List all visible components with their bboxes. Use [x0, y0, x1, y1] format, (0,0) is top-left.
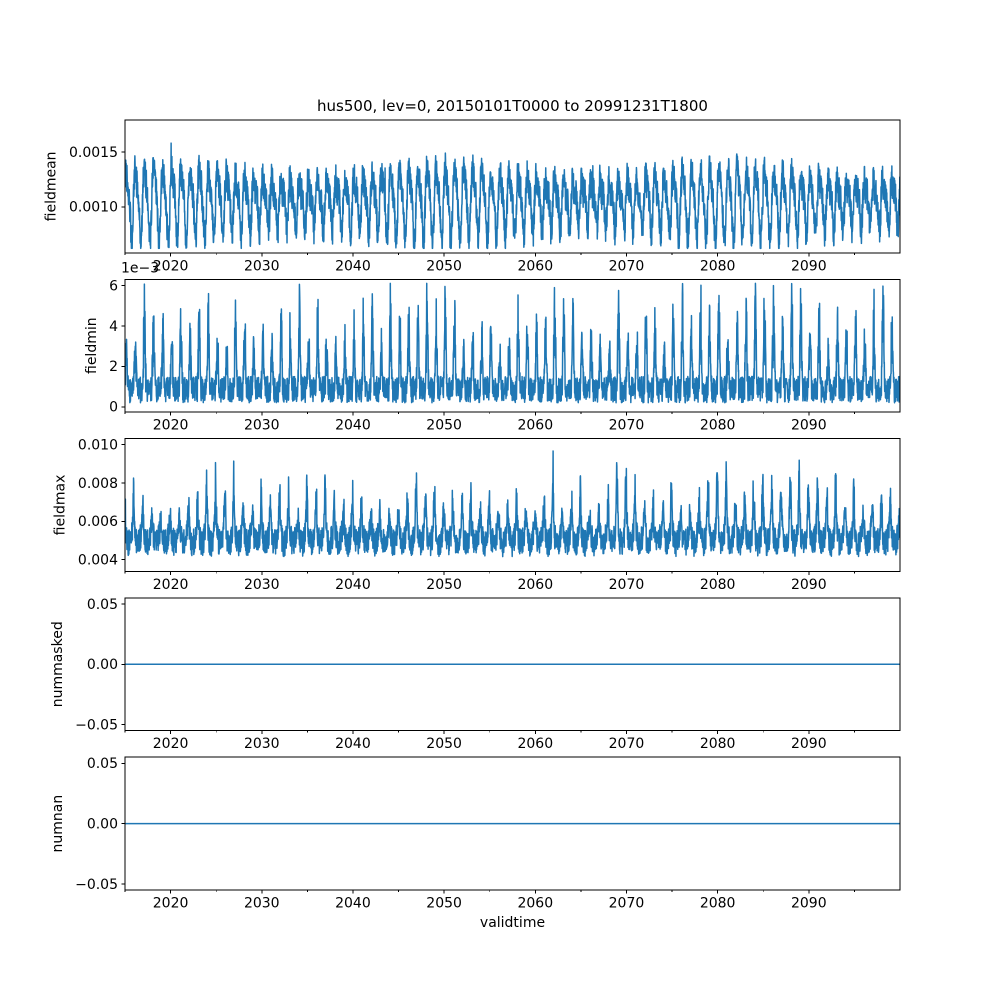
- x-tick-label: 2080: [699, 258, 736, 275]
- x-tick-label: 2020: [152, 417, 189, 434]
- x-tick-label: 2090: [790, 258, 827, 275]
- x-tick-label: 2070: [608, 736, 645, 753]
- y-tick-label: 0.0010: [69, 199, 118, 216]
- y-tick-label: 0.010: [77, 437, 118, 454]
- x-tick-label: 2060: [517, 258, 554, 275]
- y-tick-label: −0.05: [75, 876, 118, 893]
- x-tick-label: 2050: [426, 417, 462, 434]
- x-tick-label: 2040: [335, 258, 371, 275]
- x-tick-label: 2050: [426, 736, 462, 753]
- y-axis-label: numnan: [49, 794, 66, 853]
- x-tick-label: 2080: [699, 417, 736, 434]
- x-tick-label: 2050: [426, 576, 462, 593]
- chart-title: hus500, lev=0, 20150101T0000 to 20991231T1800: [317, 97, 708, 115]
- x-tick-label: 2090: [790, 895, 827, 912]
- x-tick-label: 2020: [152, 576, 189, 593]
- y-tick-label: 0.004: [77, 552, 118, 569]
- x-tick-label: 2020: [152, 258, 189, 275]
- x-tick-label: 2050: [426, 895, 462, 912]
- y-tick-label: 0.0015: [69, 144, 118, 161]
- x-tick-label: 2070: [608, 895, 645, 912]
- y-tick-label: 0: [109, 399, 118, 416]
- x-tick-label: 2090: [790, 417, 827, 434]
- x-tick-label: 2040: [335, 417, 371, 434]
- y-tick-label: 0.00: [86, 816, 118, 833]
- x-tick-label: 2080: [699, 736, 736, 753]
- x-tick-label: 2090: [790, 736, 827, 753]
- x-tick-label: 2070: [608, 576, 645, 593]
- x-tick-label: 2020: [152, 895, 189, 912]
- x-tick-label: 2040: [335, 576, 371, 593]
- x-tick-label: 2060: [517, 736, 554, 753]
- x-axis-label: validtime: [479, 915, 546, 931]
- x-tick-label: 2060: [517, 895, 554, 912]
- y-tick-label: 0.05: [86, 756, 118, 773]
- x-tick-label: 2070: [608, 258, 645, 275]
- y-tick-label: 0.00: [86, 657, 118, 674]
- x-tick-label: 2030: [243, 258, 280, 275]
- y-axis-label: fieldmean: [43, 151, 60, 222]
- x-tick-label: 2090: [790, 576, 827, 593]
- x-tick-label: 2080: [699, 895, 736, 912]
- y-tick-label: 4: [109, 318, 118, 335]
- x-tick-label: 2030: [243, 576, 280, 593]
- x-tick-label: 2040: [335, 895, 371, 912]
- y-axis-label: fieldmax: [52, 474, 69, 536]
- x-tick-label: 2030: [243, 895, 280, 912]
- y-axis-label: nummasked: [49, 621, 66, 708]
- y-offset-text: 1e−3: [121, 260, 160, 277]
- y-axis-label: fieldmin: [83, 317, 100, 375]
- x-tick-label: 2070: [608, 417, 645, 434]
- x-tick-label: 2080: [699, 576, 736, 593]
- y-tick-label: 2: [109, 359, 118, 376]
- y-tick-label: 0.05: [86, 596, 118, 613]
- x-tick-label: 2050: [426, 258, 462, 275]
- y-tick-label: 6: [109, 278, 118, 295]
- x-tick-label: 2020: [152, 736, 189, 753]
- y-tick-label: −0.05: [75, 717, 118, 734]
- x-tick-label: 2030: [243, 417, 280, 434]
- y-tick-label: 0.006: [77, 514, 118, 531]
- x-tick-label: 2040: [335, 736, 371, 753]
- x-tick-label: 2060: [517, 576, 554, 593]
- y-tick-label: 0.008: [77, 475, 118, 492]
- x-tick-label: 2030: [243, 736, 280, 753]
- x-tick-label: 2060: [517, 417, 554, 434]
